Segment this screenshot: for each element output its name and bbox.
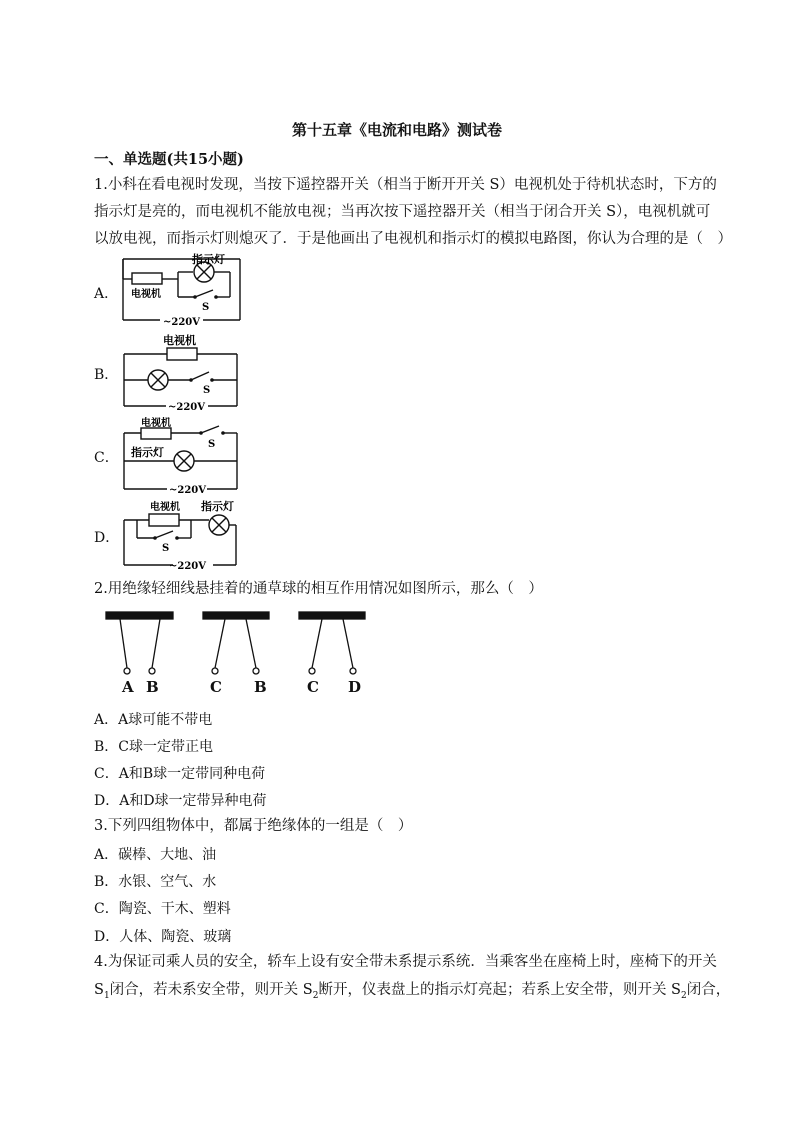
ball-label-b: B bbox=[146, 678, 159, 696]
q3-option-c: C．陶瓷、干木、塑料 bbox=[94, 901, 231, 917]
circuit-diagram-a bbox=[120, 252, 245, 328]
circuit-diagram-b bbox=[121, 332, 241, 412]
circuit-diagram-c bbox=[121, 417, 241, 495]
q4-line-2: $S_1$闭合，若未系安全带，则开关 $S_2$断开，仪表盘上的指示灯亮起；若系上安全带，则开关 $S_2$闭合， bbox=[94, 982, 731, 1001]
tv-label: 电视机 bbox=[131, 289, 161, 300]
svg-text:S: S bbox=[162, 543, 170, 554]
q2-option-b: B．C球一定带正电 bbox=[94, 739, 213, 755]
q2-stem: 2.用绝缘轻细线悬挂着的通草球的相互作用情况如图所示，那么（ ） bbox=[94, 581, 543, 597]
q2-option-c: C．A和B球一定带同种电荷 bbox=[94, 766, 266, 782]
svg-text:~220V: ~220V bbox=[169, 485, 207, 495]
switch-label: S bbox=[202, 302, 210, 313]
q1-line-2: 指示灯是亮的，而电视机不能放电视；当再次按下遥控器开关（相当于闭合开关 S），电视机就可 bbox=[94, 204, 711, 220]
svg-text:指示灯: 指示灯 bbox=[201, 500, 234, 513]
q3-option-b: B．水银、空气、水 bbox=[94, 874, 217, 890]
q1-line-3: 以放电视，而指示灯则熄灭了．于是他画出了电视机和指示灯的模拟电路图，你认为合理的是（ ） bbox=[94, 231, 732, 247]
svg-text:指示灯: 指示灯 bbox=[131, 446, 164, 459]
ball-label-a: A bbox=[122, 678, 134, 696]
q3-stem: 3.下列四组物体中，都属于绝缘体的一组是（ ） bbox=[94, 818, 413, 834]
circuit-diagram-d bbox=[121, 498, 246, 572]
q3-option-a: A．碳棒、大地、油 bbox=[94, 847, 217, 863]
svg-text:~220V: ~220V bbox=[169, 561, 207, 572]
q1-option-c-label: C． bbox=[94, 450, 119, 466]
ball-label-d: D bbox=[348, 678, 362, 696]
q2-option-a: A．A球可能不带电 bbox=[94, 712, 213, 728]
q1-option-b-label: B． bbox=[94, 367, 119, 383]
q1-option-d-label: D． bbox=[94, 530, 120, 546]
svg-text:电视机: 电视机 bbox=[141, 418, 171, 429]
source-label: ~220V bbox=[163, 317, 201, 328]
ball-label-c: C bbox=[210, 678, 222, 696]
svg-text:电视机: 电视机 bbox=[150, 502, 180, 513]
ball-label-c: C bbox=[307, 678, 319, 696]
q4-line-1: 4.为保证司乘人员的安全，轿车上设有安全带未系提示系统．当乘客坐在座椅上时，座椅下的开关 bbox=[94, 954, 717, 970]
svg-text:~220V: ~220V bbox=[168, 402, 206, 412]
svg-text:S: S bbox=[208, 439, 216, 450]
pith-ball-figure bbox=[100, 606, 375, 698]
section-heading: 一、单选题(共15小题) bbox=[94, 151, 244, 168]
ball-label-b: B bbox=[254, 678, 267, 696]
page-title: 第十五章《电流和电路》测试卷 bbox=[291, 121, 502, 139]
svg-text:电视机: 电视机 bbox=[163, 334, 196, 347]
svg-text:S: S bbox=[203, 385, 211, 396]
lamp-label: 指示灯 bbox=[192, 253, 225, 266]
q3-option-d: D．人体、陶瓷、玻璃 bbox=[94, 929, 232, 945]
q2-option-d: D．A和D球一定带异种电荷 bbox=[94, 793, 267, 809]
q1-line-1: 1.小科在看电视时发现，当按下遥控器开关（相当于断开开关 S）电视机处于待机状态时，下方的 bbox=[94, 177, 717, 193]
q1-option-a-label: A． bbox=[94, 286, 119, 302]
